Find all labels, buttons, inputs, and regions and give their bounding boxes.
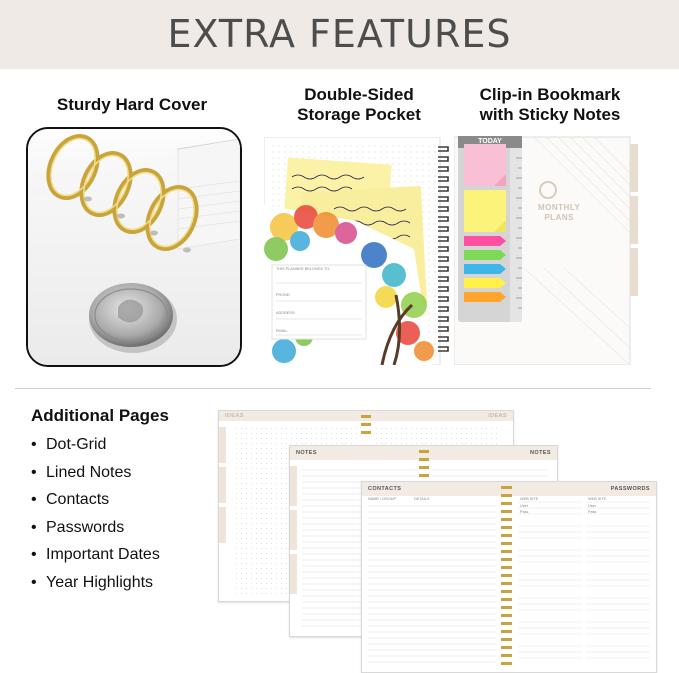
password-user-label-2: User [588, 504, 597, 508]
spiral-ring [501, 510, 512, 513]
spiral-ring [419, 450, 429, 453]
pocket-field-owner: THIS PLANNER BELONGS TO: [276, 267, 331, 271]
sticky-flag [464, 236, 506, 246]
pocket-field-email: EMAIL: [276, 329, 289, 333]
spiral-ring [501, 582, 512, 585]
banner-title: EXTRA FEATURES [167, 12, 512, 56]
bookmark-today-label: TODAY [478, 138, 502, 145]
spiral-ring [501, 598, 512, 601]
monthly-plans-title [538, 203, 580, 223]
spiral-ring [501, 662, 512, 665]
password-pass-label-2: Pass [588, 510, 597, 514]
list-item: • Important Dates [31, 544, 160, 572]
spiral-ring [501, 502, 512, 505]
spiral-ring [501, 606, 512, 609]
spiral-rings-coin-illustration [28, 129, 240, 365]
notes-right-header: NOTES [530, 450, 551, 456]
feature-title-bookmark-line2: with Sticky Notes [479, 105, 621, 124]
spiral-ring [419, 474, 429, 477]
list-item: • Year Highlights [31, 572, 160, 600]
monthly-plans-line2: PLANS [544, 213, 574, 222]
spiral-ring [501, 654, 512, 657]
list-item: • Dot-Grid [31, 434, 160, 462]
feature-title-cover-line1: Sturdy Hard Cover [56, 95, 208, 114]
spiral-ring [501, 590, 512, 593]
section-divider [15, 388, 651, 389]
sticky-flag [464, 264, 506, 274]
sticky-flag [464, 278, 506, 288]
spiral-ring [501, 574, 512, 577]
additional-pages-title: Additional Pages [31, 406, 169, 425]
ideas-right-header: IDEAS [488, 413, 507, 419]
contacts-col-name: NAME / GROUP [368, 497, 397, 501]
contacts-passwords-lines [362, 482, 656, 672]
password-pass-label: Pass [520, 510, 529, 514]
pocket-field-address: ADDRESS: [276, 311, 296, 315]
contacts-passwords-spread [361, 481, 657, 673]
notes-left-header: NOTES [296, 450, 317, 456]
feature-title-pocket [264, 85, 454, 125]
monthly-plans-line1: MONTHLY [538, 203, 581, 212]
bookmark-photo [454, 128, 640, 365]
pocket-page-illustration [264, 137, 454, 365]
spiral-ring [501, 518, 512, 521]
list-item: • Lined Notes [31, 462, 160, 490]
pocket-field-phone: PHONE: [276, 293, 291, 297]
contacts-col-details: DETAILS [414, 497, 430, 501]
passwords-header: PASSWORDS [610, 486, 650, 492]
spiral-ring [501, 550, 512, 553]
additional-pages-list [31, 434, 160, 600]
storage-pocket-photo [264, 137, 454, 365]
spiral-ring [501, 486, 512, 489]
sticky-flag [464, 250, 506, 260]
spiral-ring [501, 638, 512, 641]
spiral-ring [501, 566, 512, 569]
feature-title-pocket-line1: Double-Sided [304, 85, 414, 104]
spiral-ring [501, 542, 512, 545]
feature-title-pocket-line2: Storage Pocket [297, 105, 421, 124]
spiral-ring [501, 646, 512, 649]
list-item: • Passwords [31, 517, 160, 545]
password-user-label: User [520, 504, 529, 508]
spiral-ring [501, 614, 512, 617]
spiral-ring [501, 534, 512, 537]
bookmark-page-illustration [454, 128, 640, 365]
spiral-ring [501, 630, 512, 633]
spiral-ring [501, 526, 512, 529]
feature-title-bookmark-line1: Clip-in Bookmark [479, 85, 621, 104]
ideas-left-header: IDEAS [225, 413, 244, 419]
spiral-ring [501, 622, 512, 625]
spiral-ring [419, 466, 429, 469]
cover-photo [26, 127, 242, 367]
contacts-header: CONTACTS [368, 486, 402, 492]
spiral-ring [501, 494, 512, 497]
password-site-label-2: WEB SITE [588, 497, 607, 501]
password-site-label: WEB SITE [520, 497, 539, 501]
feature-title-cover [26, 95, 238, 115]
sticky-flag [464, 292, 506, 302]
spiral-ring [501, 558, 512, 561]
spiral-ring [419, 458, 429, 461]
feature-title-bookmark [452, 85, 648, 125]
list-item: • Contacts [31, 489, 160, 517]
